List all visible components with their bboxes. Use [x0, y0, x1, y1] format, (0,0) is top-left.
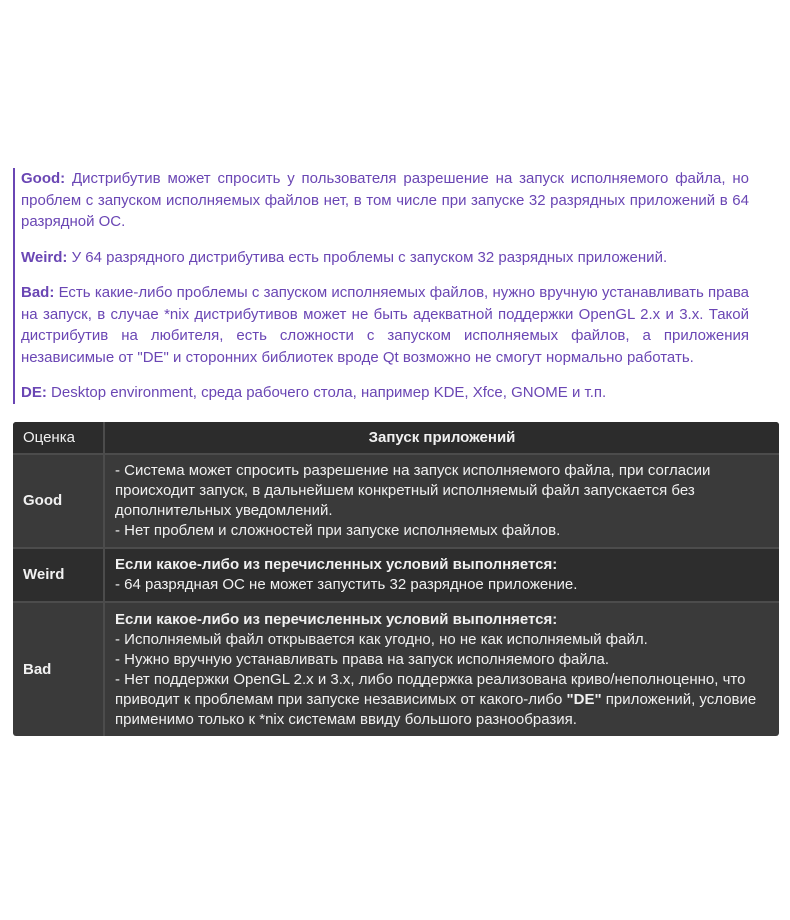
de-term: "DE" — [566, 690, 602, 708]
description-cell — [105, 455, 779, 549]
legend-term: Bad: — [21, 284, 55, 301]
condition-line: - Исполняемый файл открывается как угодно, но не как исполняемый файл. — [115, 630, 648, 648]
grade-bad: Bad — [13, 603, 105, 736]
legend-text: Есть какие-либо проблемы с запуском исполняемых файлов, нужно вручную устанавливать права на запуск, в случае *nix дистрибутивов может не быть адекватной поддержки OpenGL 2.x и 3.x. Такой дистрибутив на любителя, есть сложности с запуском исполняемых файлов, а приложения независимые от "DE" и сторонних библиотек вроде Qt возможно не смогут нормально работать. — [21, 284, 749, 366]
legend-term: DE: — [21, 384, 47, 401]
table-header-row — [13, 422, 779, 455]
legend-good — [21, 168, 749, 233]
condition-line — [115, 670, 769, 730]
description-cell — [105, 549, 779, 603]
condition-line: - 64 разрядная ОС не может запустить 32 разрядное приложение. — [115, 576, 578, 593]
legend-text: У 64 разрядного дистрибутива есть проблемы с запуском 32 разрядных приложений. — [71, 248, 668, 266]
table-row — [13, 549, 779, 603]
condition-heading: Если какое-либо из перечисленных условий выполняется: — [115, 610, 558, 628]
rating-legend — [13, 168, 749, 404]
legend-term: Weird: — [21, 248, 68, 266]
legend-term: Good: — [21, 170, 66, 187]
condition-heading: Если какое-либо из перечисленных условий выполняется: — [115, 556, 558, 573]
legend-bad — [21, 282, 749, 368]
grade-good: Good — [13, 455, 105, 549]
legend-text: Дистрибутив может спросить у пользователя разрешение на запуск исполняемого файла, но проблем с запуском исполняемых файлов нет, в том числе при запуске 32 разрядных приложений в 64 разрядной ОС. — [21, 170, 749, 230]
condition-line: - Нет проблем и сложностей при запуске исполняемых файлов. — [115, 522, 561, 539]
table-row — [13, 603, 779, 736]
grade-weird: Weird — [13, 549, 105, 603]
legend-text: Desktop environment, среда рабочего стола, например KDE, Xfce, GNOME и т.п. — [51, 384, 607, 401]
condition-line: - Нужно вручную устанавливать права на запуск исполняемого файла. — [115, 650, 610, 668]
condition-text: - Нет поддержки OpenGL 2.x и 3.x, либо поддержка реализована криво/неполноценно, что приводит к проблемам при запуске независимых от какого-либо — [115, 670, 746, 708]
header-app-launch: Запуск приложений — [105, 422, 779, 455]
description-cell — [105, 603, 779, 736]
header-rating: Оценка — [13, 422, 105, 455]
legend-de — [21, 382, 749, 404]
condition-line: - Система может спросить разрешение на запуск исполняемого файла, при согласии происходит запуск, в дальнейшем конкретный исполняемый файл запускается без дополнительных уведомлений. — [115, 462, 711, 519]
condition-text: приложений, условие применимо только к *nix системам ввиду большого разнообразия. — [115, 690, 757, 728]
legend-weird — [21, 247, 749, 269]
rating-table — [13, 422, 779, 736]
table-row — [13, 455, 779, 549]
